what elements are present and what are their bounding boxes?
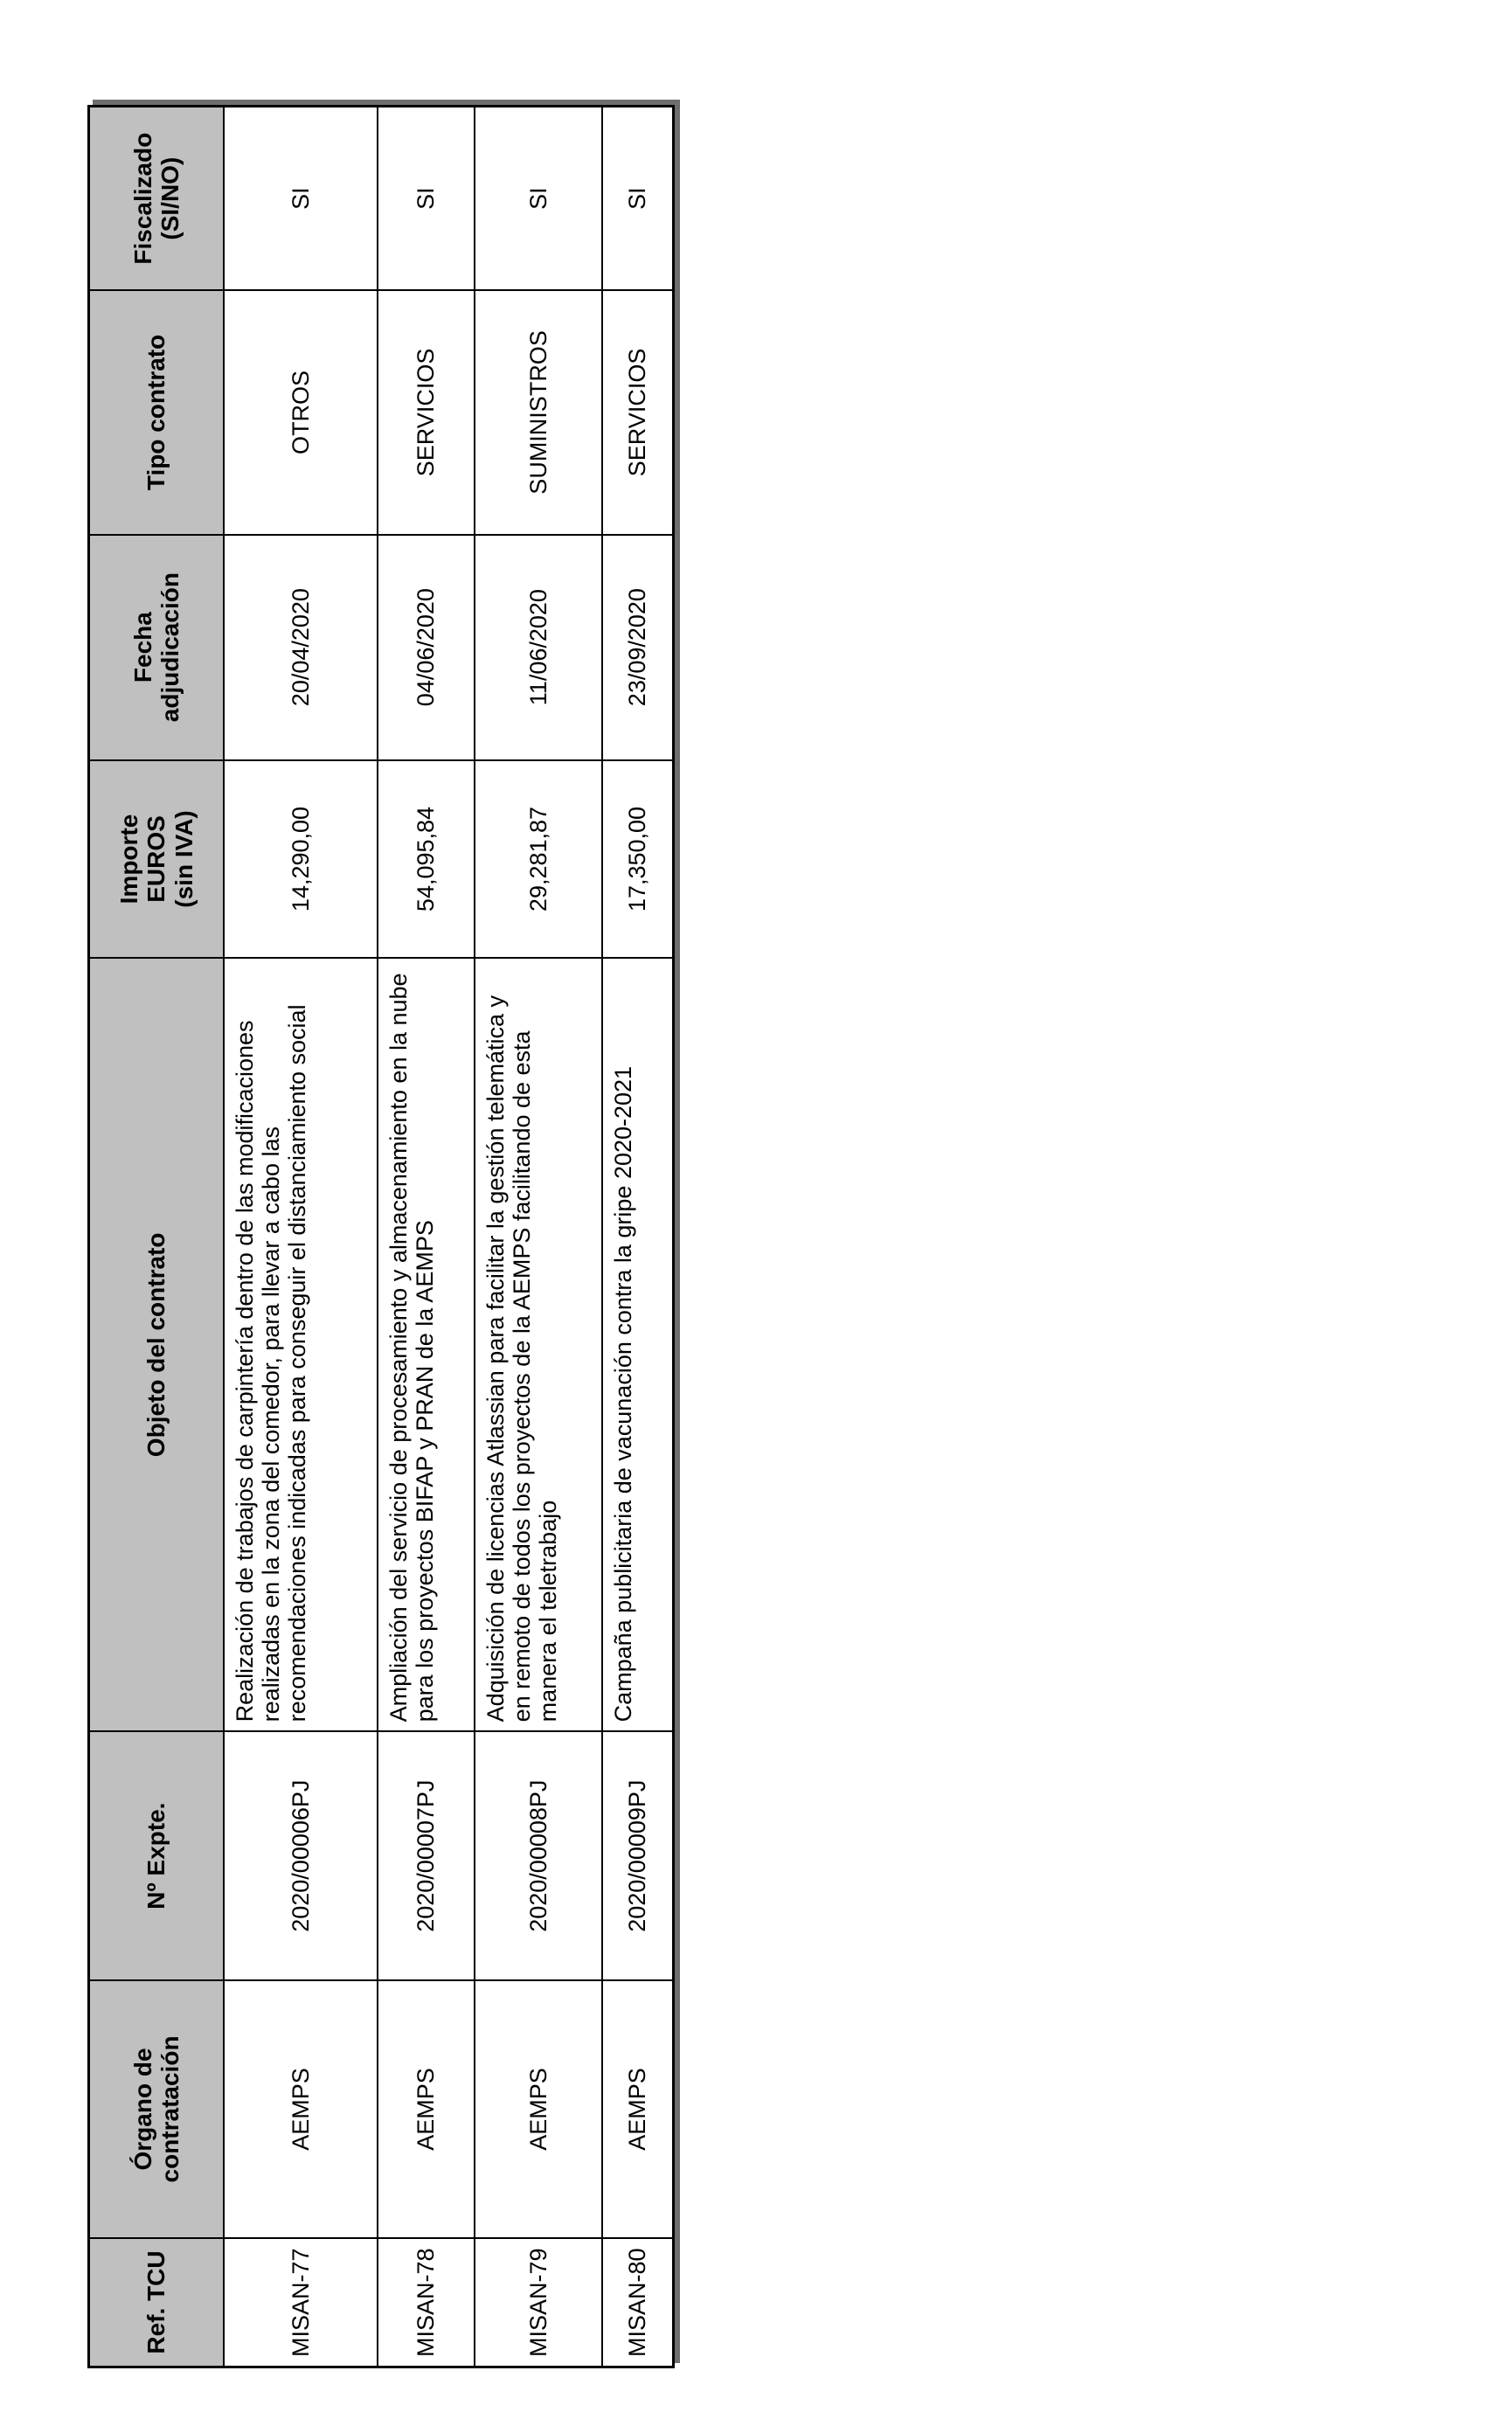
header-importe-line-3: (sin IVA) [170, 810, 198, 908]
cell-importe: 14,290,00 [224, 760, 378, 959]
cell-fiscalizado: SI [602, 107, 674, 291]
cell-ref: MISAN-77 [224, 2238, 378, 2367]
table-row [602, 107, 674, 2367]
cell-fecha: 04/06/2020 [378, 535, 475, 760]
table-row [475, 107, 602, 2367]
cell-expte: 2020/00007PJ [378, 1731, 475, 1980]
header-organo-line-1: Órgano de [128, 2048, 156, 2171]
cell-tipo: SERVICIOS [602, 290, 674, 534]
header-importe-line-1: Importe [114, 814, 142, 905]
cell-ref: MISAN-79 [475, 2238, 602, 2367]
cell-tipo: SUMINISTROS [475, 290, 602, 534]
cell-fecha: 23/09/2020 [602, 535, 674, 760]
cell-objeto: Adquisición de licencias Atlassian para facilitar la gestión telemática y en remoto de todos los proyectos de la AEMPS facilitando de esta manera el teletrabajo [475, 958, 602, 1731]
cell-objeto: Ampliación del servicio de procesamiento y almacenamiento en la nube para los proyectos BIFAP y PRAN de la AEMPS [378, 958, 475, 1731]
header-tipo-contrato: Tipo contrato [89, 290, 225, 534]
cell-importe: 17,350,00 [602, 760, 674, 959]
header-fecha-line-1: Fecha [128, 612, 156, 683]
cell-fecha: 20/04/2020 [224, 535, 378, 760]
header-fecha-line-2: adjudicación [156, 572, 184, 723]
header-organo-contratacion [89, 1980, 225, 2238]
table-header-row [89, 107, 225, 2367]
cell-fecha: 11/06/2020 [475, 535, 602, 760]
cell-ref: MISAN-78 [378, 2238, 475, 2367]
table-row [224, 107, 378, 2367]
cell-fiscalizado: SI [475, 107, 602, 291]
header-num-expediente: Nº Expte. [89, 1731, 225, 1980]
cell-tipo: OTROS [224, 290, 378, 534]
header-organo-line-2: contratación [156, 2035, 184, 2183]
cell-objeto: Campaña publicitaria de vacunación contra la gripe 2020-2021 [602, 958, 674, 1731]
header-fiscalizado [89, 107, 225, 291]
header-ref-tcu: Ref. TCU [89, 2238, 225, 2367]
cell-organo: AEMPS [602, 1980, 674, 2238]
cell-ref: MISAN-80 [602, 2238, 674, 2367]
cell-expte: 2020/00009PJ [602, 1731, 674, 1980]
contracts-table [87, 105, 675, 2368]
cell-organo: AEMPS [224, 1980, 378, 2238]
cell-objeto: Realización de trabajos de carpintería dentro de las modificaciones realizadas en la zona del comedor, para llevar a cabo las recomendaciones indicadas para conseguir el distanciamiento social [224, 958, 378, 1731]
header-fiscalizado-line-2: (SI/NO) [156, 156, 184, 240]
cell-importe: 54,095,84 [378, 760, 475, 959]
cell-organo: AEMPS [378, 1980, 475, 2238]
cell-tipo: SERVICIOS [378, 290, 475, 534]
rotated-table-container [87, 105, 651, 2368]
cell-expte: 2020/00008PJ [475, 1731, 602, 1980]
header-objeto-contrato: Objeto del contrato [89, 958, 225, 1731]
header-importe [89, 760, 225, 959]
header-fecha-adjudicacion [89, 535, 225, 760]
cell-importe: 29,281,87 [475, 760, 602, 959]
cell-expte: 2020/00006PJ [224, 1731, 378, 1980]
table-row [378, 107, 475, 2367]
cell-fiscalizado: SI [224, 107, 378, 291]
header-fiscalizado-line-1: Fiscalizado [128, 132, 156, 265]
header-importe-line-2: EUROS [142, 815, 170, 903]
cell-fiscalizado: SI [378, 107, 475, 291]
cell-organo: AEMPS [475, 1980, 602, 2238]
